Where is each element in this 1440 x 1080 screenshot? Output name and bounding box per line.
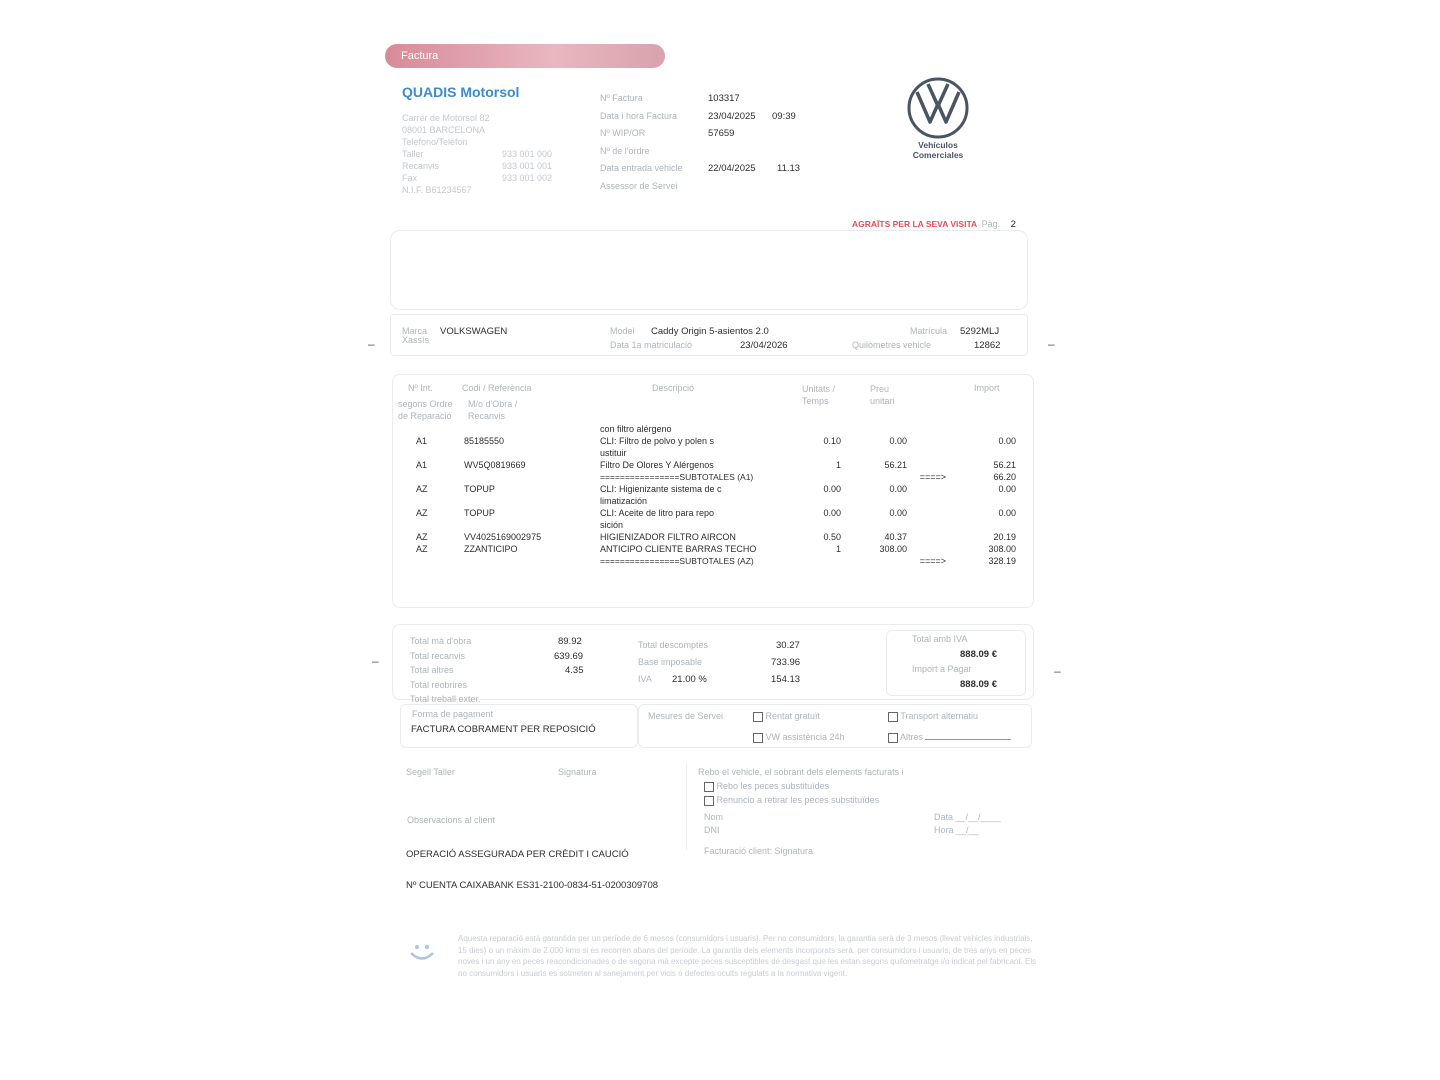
line-amount-cell: 328.19 — [988, 556, 1016, 566]
amount-due: 888.09 € — [960, 679, 997, 690]
invoice-page — [368, 40, 1061, 1050]
company-contacts: Taller 933 001 000 Recanvis 933 001 001 Fax 933 001 002 N.I.F. B61234567 — [402, 149, 553, 195]
checkbox-icon[interactable] — [753, 712, 763, 722]
line-amount-cell: 20.19 — [993, 532, 1016, 542]
company-name: QUADIS Motorsol — [402, 84, 520, 100]
vehicle-make-row: Marca VOLKSWAGEN — [402, 326, 508, 337]
line-amount-cell: 308.00 — [988, 544, 1016, 554]
line-price-cell: 0.00 — [889, 508, 907, 518]
client-signature-label: Facturació client: Signatura — [704, 846, 814, 856]
vehicle-model-row: Model Caddy Origin 5-asientos 2.0 — [610, 326, 769, 337]
receive-label: Rebo el vehicle, el sobrant dels elements facturats i — [698, 767, 904, 777]
fold-mark-left: – — [368, 337, 375, 351]
observations-label: Observacions al client — [407, 815, 496, 825]
line-code-cell: VV4025169002975 — [464, 532, 542, 542]
taxable-base: 733.96 — [771, 657, 801, 668]
checkbox-icon[interactable] — [704, 782, 714, 792]
iva-rate: 21.00 % — [672, 674, 707, 685]
company-address: Carrer de Motorsol 82 08001 BARCELONA Telefono/Telèfon — [402, 113, 490, 147]
plate-row: Matrícula 5292MLJ — [910, 326, 1000, 337]
fold-mark-right-2: – — [1054, 664, 1061, 678]
total-with-vat: 888.09 € — [960, 649, 997, 660]
line-amount-cell: 0.00 — [998, 484, 1016, 494]
customer-address-box — [390, 230, 1028, 310]
line-units-cell: 0.50 — [823, 532, 841, 542]
fold-mark-left-2: – — [372, 654, 379, 668]
name-label: Nom — [704, 812, 724, 822]
total-other: 4.35 — [565, 665, 584, 676]
dni-label: DNI — [704, 825, 720, 835]
line-amount-cell: 66.20 — [993, 472, 1016, 482]
invoice-fields: Nº Factura 103317 Data i hora Factura 23/04/2025 09:39 Nº WIP/OR 57659 Nº de l'ordre Data entrada vehicle 22/04/2025 11.13 Assessor de Servei — [600, 93, 801, 191]
line-desc-cell: ================SUBTOTALES (AZ) — [600, 556, 754, 566]
entry-date: 22/04/2025 — [708, 163, 756, 174]
checkbox-icon[interactable] — [753, 733, 763, 743]
wip-number: 57659 — [708, 128, 735, 139]
col-header-amount: Import — [974, 383, 1000, 393]
first-registration-date: 23/04/2026 — [740, 340, 788, 351]
line-desc-cell: CLI: Filtro de polvo y polen s — [600, 436, 715, 446]
vw-logo-icon — [906, 76, 970, 140]
option-assistance: VW assistència 24h — [753, 732, 845, 743]
thanks-message: AGRAÏTS PER LA SEVA VISITA — [852, 219, 978, 229]
line-desc-cell: Filtro De Olores Y Alérgenos — [600, 460, 714, 470]
line-price-cell: 308.00 — [879, 544, 907, 554]
col-header-code: Codi / Referència — [462, 383, 532, 393]
line-price-cell: 0.00 — [889, 484, 907, 494]
workshop-signature-label: Signatura — [558, 767, 597, 777]
line-code-cell: WV5Q0819669 — [464, 460, 526, 470]
bank-account-note: Nº CUENTA CAIXABANK ES31-2100-0834-51-0200309708 — [406, 880, 659, 891]
km-row: Quilòmetres vehicle 12862 — [852, 340, 1001, 351]
line-nr-cell: A1 — [416, 460, 428, 470]
line-units-cell: 1 — [835, 460, 841, 470]
chassis-label: Xassís — [402, 335, 430, 345]
line-desc-cell: ANTICIPO CLIENTE BARRAS TECHO — [600, 544, 757, 554]
totals-left: Total mà d'obra 89.92 Total recanvis 639.69 Total altres 4.35 Total reobrires Total treball exter. — [410, 636, 584, 704]
line-desc-cell: limatización — [600, 496, 648, 506]
page-number: 2 — [1010, 219, 1016, 230]
divider — [686, 762, 687, 850]
line-desc-cell: CLI: Higienizante sistema de c — [600, 484, 722, 494]
vehicle-km: 12862 — [974, 340, 1001, 351]
line-price-cell: 40.37 — [884, 532, 907, 542]
iva-row: IVA 21.00 % 154.13 — [638, 674, 801, 685]
col-header-description: Descripció — [652, 383, 695, 393]
base-row: Base imposable 733.96 — [638, 657, 801, 668]
checkbox-icon[interactable] — [888, 733, 898, 743]
warranty-legal-text: Aquesta reparació està garantida per un període de 6 mesos (consumidors i usuaris). Per no consumidors, la garantia serà de 3 mesos (llevat vehicles industrials, 15 dies) o un màxim de 2.000 kms si es recorren abans del període. La garantia dels elements incorporats serà, per consumidors i usuaris, de tres anys en peces noves i un any en peces reacondicionades o de segona mà excepte peces susceptibles de desgast que les estan segons quilometratge i/o indicat pel fabricant. Els no consumidors i usuaris es sotmeten al sanejament per vicis o defectes ocults regulats a la normativa vigent. — [458, 934, 1037, 978]
line-nr-cell: AZ — [416, 544, 428, 554]
line-desc-cell: ustituir — [600, 448, 627, 458]
col-header-nr: Nº Int. — [408, 383, 433, 393]
vehicle-plate: 5292MLJ — [960, 326, 1000, 337]
line-desc-cell: CLI: Aceite de litro para repo — [600, 508, 715, 518]
service-measures-label: Mesures de Servei — [648, 711, 724, 721]
receive-parts-option: Rebo les peces substituïdes — [704, 781, 829, 792]
line-units-cell: 0.00 — [823, 484, 841, 494]
time-field: Hora __/__ — [934, 825, 979, 835]
line-code-cell: 85185550 — [464, 436, 505, 446]
subheader-order: segons Ordre de Reparació — [398, 399, 453, 421]
thanks-line: AGRAÏTS PER LA SEVA VISITA Pàg. 2 — [852, 219, 1016, 230]
line-amount-cell: 0.00 — [998, 436, 1016, 446]
logo-caption: Vehículos Comerciales — [912, 140, 964, 160]
line-units-cell: 1 — [835, 544, 841, 554]
first-registration-row: Data 1a matriculació 23/04/2026 — [610, 340, 788, 351]
subheader-labour: M/o d'Obra / Recanvis — [468, 399, 518, 421]
line-desc-cell: ================SUBTOTALES (A1) — [600, 472, 754, 482]
amount-due-label: Import a Pagar — [912, 664, 972, 674]
line-code-cell: TOPUP — [464, 484, 495, 494]
payment-method-label: Forma de pagament — [412, 709, 494, 719]
line-desc-cell: HIGIENIZADOR FILTRO AIRCON — [600, 532, 736, 542]
option-free-wash: Rentat gratuït — [753, 711, 820, 722]
date-field: Data __/__/____ — [934, 812, 1001, 822]
line-amount-cell: 56.21 — [993, 460, 1016, 470]
workshop-seal-label: Segell Taller — [406, 767, 455, 777]
document-banner: Factura — [385, 44, 665, 68]
vehicle-model: Caddy Origin 5-asientos 2.0 — [651, 326, 769, 337]
payment-method: FACTURA COBRAMENT PER REPOSICIÓ — [411, 724, 596, 735]
line-code-cell: TOPUP — [464, 508, 495, 518]
line-desc-cell: con filtro alérgeno — [600, 424, 672, 434]
total-discount: 30.27 — [776, 640, 800, 651]
smiley-icon — [406, 940, 438, 964]
discount-row: Total descomptes 30.27 — [638, 640, 800, 651]
invoice-date: 23/04/2025 — [708, 110, 756, 122]
checkbox-icon[interactable] — [888, 712, 898, 722]
line-units-cell: 0.00 — [823, 508, 841, 518]
option-transport: Transport alternatiu — [888, 711, 978, 722]
invoice-number: 103317 — [708, 93, 740, 104]
vehicle-make: VOLKSWAGEN — [440, 326, 508, 337]
line-nr-cell: AZ — [416, 508, 428, 518]
total-labour: 89.92 — [558, 636, 582, 647]
line-nr-cell: AZ — [416, 532, 428, 542]
line-amount-cell: 0.00 — [998, 508, 1016, 518]
iva-amount: 154.13 — [771, 674, 801, 685]
line-price-cell: 56.21 — [884, 460, 907, 470]
line-price-cell: 0.00 — [889, 436, 907, 446]
renounce-parts-option: Renuncio a retirar les peces substituïdes — [704, 795, 879, 806]
total-with-vat-label: Total amb IVA — [912, 634, 968, 644]
line-code-cell: ZZANTICIPO — [464, 544, 518, 554]
col-header-price: Preu unitari — [870, 384, 895, 406]
checkbox-icon[interactable] — [704, 796, 714, 806]
fold-mark-right: – — [1048, 337, 1055, 351]
col-header-units: Unitats / Temps — [802, 384, 836, 406]
insurance-note: OPERACIÓ ASSEGURADA PER CRÈDIT I CAUCIÓ — [406, 849, 629, 860]
line-price-cell: ====> — [919, 472, 946, 482]
line-price-cell: ====> — [919, 556, 946, 566]
line-desc-cell: sición — [600, 520, 624, 530]
line-nr-cell: A1 — [416, 436, 428, 446]
line-nr-cell: AZ — [416, 484, 428, 494]
option-other: Altres — [888, 732, 1011, 743]
total-parts: 639.69 — [554, 650, 584, 662]
line-units-cell: 0.10 — [823, 436, 841, 446]
